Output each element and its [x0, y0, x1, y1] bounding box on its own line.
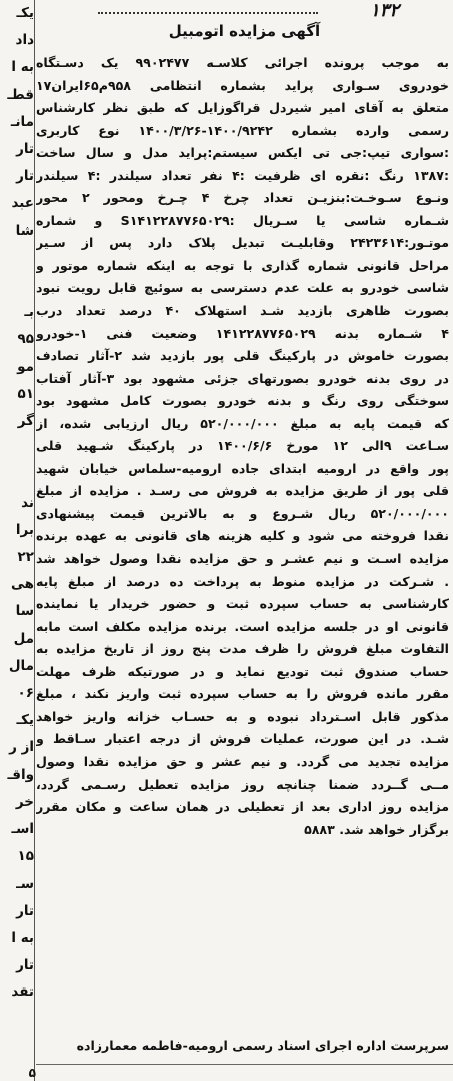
- adjacent-column-fragment: برا: [15, 521, 34, 538]
- adjacent-column-fragment: واقـ: [7, 766, 34, 783]
- ad-body-line: مذکور قابل اسـترداد نبوده و به حسـاب خزانه واریز خواهد: [36, 708, 449, 724]
- adjacent-column-fragment: [0, 462, 34, 489]
- ad-body-line: بصورت ظاهری بازدید شـد استهلاک ۴۰ درصد تعداد درب: [36, 303, 449, 319]
- adjacent-column-fragment: تار: [16, 141, 34, 158]
- ad-body-line: مزایده تجدید می گردد. و نیم عشر و حق مزایده نقدا وصول: [36, 753, 449, 769]
- adjacent-column-fragment: یکـ: [16, 712, 34, 729]
- adjacent-column-fragment: ۱۵: [17, 848, 34, 865]
- ad-body-line: ۴ شـماره بدنه ۱۴۱۲۲۸۷۷۶۵۰۲۹ وضعیت فنی ۱-خودرو: [36, 325, 449, 341]
- ad-body-line: برگزار خواهد شد. ۵۸۸۳: [304, 821, 449, 837]
- adjacent-column-fragment: شا: [15, 222, 34, 239]
- ad-body-line: خودروی سـواری پراید بشماره انتظامی ۹۵۸م۶۵ایران۱۷: [36, 77, 449, 93]
- adjacent-column-fragment: یکـ: [16, 5, 34, 21]
- adjacent-column-fragment: مانـ: [10, 113, 34, 130]
- ad-body-line: در روی بدنه خودرو بصورتهای جزئی مشهود بود ۳-آثار آفتاب: [36, 370, 449, 386]
- ad-signature: سرپرست اداره اجرای اسناد رسمی ارومیه-فاطمه معمارزاده: [76, 1038, 449, 1053]
- adjacent-column-fragment: تار: [16, 168, 34, 185]
- ad-body-line: نقدا فروخته می شود و کلیه هزینه های قانونی به عهده برنده: [36, 528, 449, 544]
- ad-body-line: :۱۳۸۷ رنگ :نقره ای ظرفیت :۴ نفر تعداد سیلندر :۴ سیلندر: [36, 167, 449, 183]
- ad-body-line: شـماره شاسی یا سـریال :S۱۴۱۲۲۸۷۷۶۵۰۲۹ و شماره: [36, 212, 449, 228]
- adjacent-column-fragment: ۵۱: [17, 385, 34, 402]
- adjacent-column-fragment: ۰۶: [17, 685, 34, 702]
- ad-body-line: مزایده اسـت و نیم عشـر و حق مزایده نقدا وصول خواهد شد: [36, 551, 449, 567]
- ad-body-line: شـد. در این صورت، عملیات فروش از درجه اعتبار سـاقط و: [36, 731, 449, 747]
- adjacent-column-fragment: تقد: [11, 984, 34, 1001]
- adjacent-column-fragment: بـ: [24, 304, 34, 321]
- top-dotted-rule: [98, 12, 318, 14]
- adjacent-column-fragment: ند: [21, 494, 34, 511]
- ad-body-line: بصورت خاموش در پارکینگ قلی پور بازدید شد ۲-آثار تصادف: [36, 348, 449, 364]
- ad-body-line: موتـور:۲۴۲۳۶۱۴ وقابلیـت تبدیل پلاک دارد پس از سـیر: [36, 235, 449, 251]
- adjacent-column-fragment: ۹۵: [17, 331, 34, 348]
- adjacent-column-fragment: [0, 245, 34, 272]
- handwritten-page-number: ۱۳۲: [370, 0, 400, 21]
- ad-body-line: سـاعت ۹الی ۱۲ مورخ ۱۴۰۰/۶/۶ در پارکینگ شـهید قلی: [36, 438, 449, 454]
- adjacent-column-fragment: تار: [16, 902, 34, 919]
- adjacent-column-fragment: خر: [15, 793, 34, 810]
- ad-body-line: سوختگی روی رنگ و بدنه خودرو بصورت کامل مشهود بود: [36, 393, 449, 409]
- adjacent-column-fragment: قطـ: [7, 86, 34, 103]
- ad-body-line: ونـوع سـوخـت:بنزیـن تعداد چرخ ۴ چـرخ ومحور ۲ محور: [36, 190, 449, 206]
- ad-body-line: حساب صندوق ثبت تودیع نماید و در صورتیکه ظرف مهلت: [36, 663, 449, 679]
- adjacent-column-fragment: سا: [15, 603, 34, 620]
- ad-body-line: به موجب پرونده اجرائی کلاسـه ۹۹۰۲۴۷۷ یک دسـتگاه: [36, 55, 449, 70]
- adjacent-column-fragment: [0, 435, 34, 462]
- adjacent-column-fragments: [0, 0, 34, 1081]
- ad-body-line: قلی پور از طریق مزایده به فروش می رسـد . مزایده از مبلغ: [36, 483, 449, 499]
- ad-body-line: مقرر مانده فروش را به حساب سپرده ثبت واریز نکند ، مبلغ: [36, 686, 449, 702]
- adjacent-column-fragment: مال: [8, 657, 34, 674]
- adjacent-column-fragment: به ا: [11, 929, 34, 946]
- ad-body-line: متعلق به آقای امیر شیردل قراگوزایل که طبق نظر کارشناس: [36, 100, 449, 116]
- ad-body-line: که قیمت پایه به مبلغ ۵۲۰/۰۰۰/۰۰۰ ریال ارزیابی شده، از: [36, 415, 449, 431]
- adjacent-column-fragment: از ر: [9, 739, 34, 756]
- ad-body-line: رسمی وارده بشماره ۱۴۰۰/۹۲۴۲-۱۴۰۰/۳/۲۶ نوع کاربری: [36, 122, 449, 138]
- adjacent-column-fragment: [0, 272, 34, 299]
- ad-body-line: . شـرکت در مزایده منوط به پرداخت ده درصد از مبلغ پایه: [36, 573, 449, 589]
- ad-body: [36, 52, 449, 841]
- ad-body-line: مــی گــردد ضمنا چنانچه روز مزایده تعطیل رسـمی گردد،: [36, 776, 449, 792]
- adjacent-column-fragment: مو: [17, 358, 34, 375]
- ad-body-line: مزایده روز اداری بعد از تعطیلی در همان ساعت و مکان مقرر: [36, 799, 449, 815]
- ad-body-line: التفاوت مبلغ فروش را ظرف مدت پنج روز از تاریخ مزایده به: [36, 641, 449, 657]
- adjacent-column-fragment: عبد: [11, 195, 34, 212]
- adjacent-column-fragment: تار: [16, 957, 34, 974]
- bottom-rule: [36, 1064, 453, 1065]
- adjacent-column-fragment: گر: [17, 413, 34, 430]
- ad-body-line: :سواری تیپ:جی تی ایکس سیستم:پراید مدل و سال ساخت: [36, 145, 449, 161]
- adjacent-column-fragment: داد: [15, 32, 34, 49]
- ad-body-line: شاسی خودرو به علت عدم دسترسی به سوئیچ قابل رویت نبود: [36, 280, 449, 296]
- adjacent-column-fragment: اسـ: [11, 821, 34, 838]
- ad-body-line: پور واقع در ارومیه ابتدای جاده ارومیه-سلماس خیابان شهید: [36, 460, 449, 476]
- adjacent-column-fragment: مل: [13, 630, 34, 647]
- adjacent-column-fragment: به ا: [11, 59, 34, 76]
- adjacent-column-fragment: ۲۲: [17, 549, 34, 566]
- ad-headline: آگهی مزایده اتومبیل: [168, 22, 321, 40]
- bottom-fragment: ۵: [28, 1066, 36, 1080]
- ad-body-line: ۵۲۰/۰۰۰/۰۰۰ ریال شـروع و به بالاترین قیمت پیشنهادی: [36, 505, 449, 521]
- ad-body-line: مراحل قانونی شماره گذاری با توجه به اینکه شماره موتور و: [36, 257, 449, 273]
- ad-body-line: کارشناسی به حساب سپرده ثبت و حضور خریدار یا نماینده: [36, 596, 449, 612]
- adjacent-column-fragment: هی: [10, 576, 34, 593]
- column-divider: [34, 0, 35, 1081]
- adjacent-column-fragment: سـ: [16, 875, 34, 892]
- ad-body-line: قانونی او در جلسه مزایده است. برنده مزایده مکلف است مابه: [36, 618, 449, 634]
